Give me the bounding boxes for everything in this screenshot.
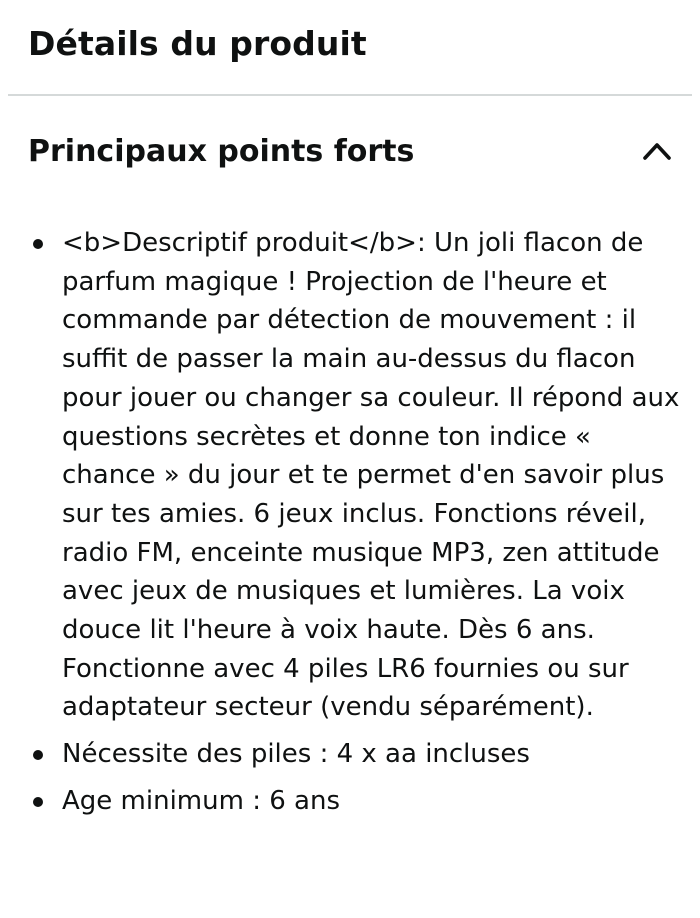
bullet-dot-icon xyxy=(33,797,43,807)
list-item-text: Age minimum : 6 ans xyxy=(62,785,340,816)
list-item xyxy=(0,224,700,727)
list-item-text: <b>Descriptif produit</b>: Un joli flacon de parfum magique ! Projection de l'heure et commande par détection de mouvement : il suffit de passer la main au-dessus du flacon pour jouer ou changer sa couleur. Il répond aux questions secrètes et donne ton indice « chance » du jour et te permet d'en savoir plus sur tes amies. 6 jeux inclus. Fonctions réveil, radio FM, enceinte musique MP3, zen attitude avec jeux de musiques et lumières. La voix douce lit l'heure à voix haute. Dès 6 ans. Fonctionne avec 4 piles LR6 fournies ou sur adaptateur secteur (vendu séparément). xyxy=(62,228,680,723)
list-item xyxy=(0,735,700,774)
list-item-text: Nécessite des piles : 4 x aa incluses xyxy=(62,739,530,770)
list-item xyxy=(0,782,700,821)
highlights-list xyxy=(0,224,700,829)
highlights-section-header[interactable] xyxy=(0,126,700,178)
chevron-up-icon[interactable] xyxy=(640,136,674,166)
section-title: Principaux points forts xyxy=(28,134,415,169)
bullet-dot-icon xyxy=(33,750,43,760)
bullet-dot-icon xyxy=(33,239,43,249)
page-title: Détails du produit xyxy=(28,24,367,63)
section-divider xyxy=(8,94,692,96)
